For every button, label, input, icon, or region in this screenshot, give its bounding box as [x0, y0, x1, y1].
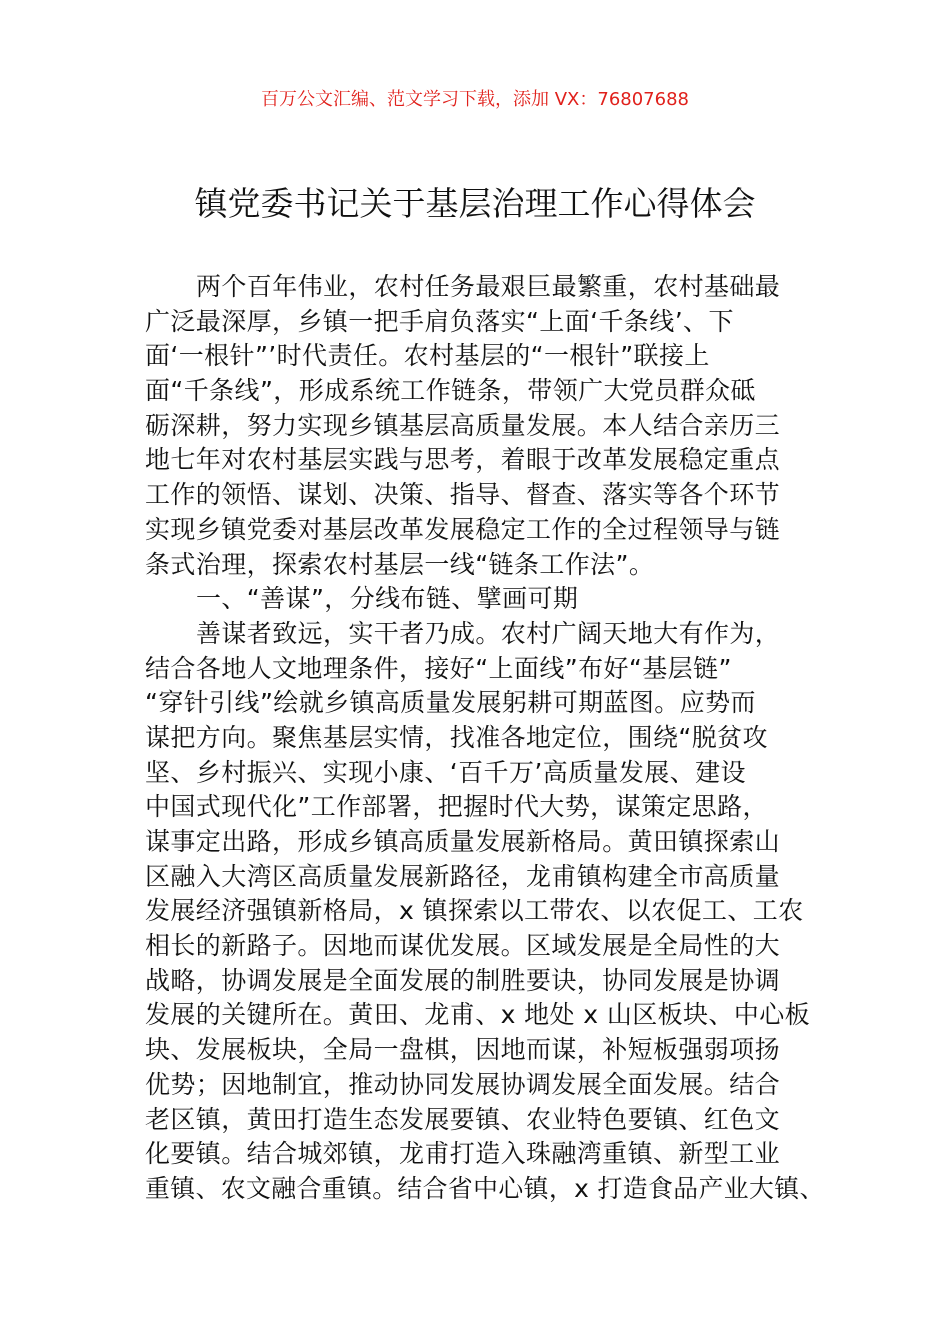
text-line: 面“千条线”，形成系统工作链条，带领广大党员群众砥: [145, 376, 756, 406]
section-heading: 一、“善谋”，分线布链、擘画可期: [196, 584, 579, 614]
document-title: 镇党委书记关于基层治理工作心得体会: [194, 184, 756, 223]
text-line: 谋事定出路，形成乡镇高质量发展新格局。黄田镇探索山: [145, 827, 781, 856]
watermark-banner: 百万公文汇编、范文学习下载，添加 VX：76807688: [261, 89, 689, 110]
text-line: 善谋者致远，实干者乃成。农村广阔天地大有作为，: [196, 618, 781, 648]
text-line: 相长的新路子。因地而谋优发展。区域发展是全局性的大: [145, 931, 781, 961]
text-line: 区融入大湾区高质量发展新路径，龙甫镇构建全市高质量: [145, 861, 781, 891]
text-line: 工作的领悟、谋划、决策、指导、督查、落实等各个环节: [145, 480, 781, 510]
text-line: 实现乡镇党委对基层改革发展稳定工作的全过程领导与链: [145, 514, 781, 544]
text-line: 优势；因地制宜，推动协同发展协调发展全面发展。结合: [145, 1069, 781, 1099]
text-line: 两个百年伟业，农村任务最艰巨最繁重，农村基础最: [196, 272, 781, 301]
text-line: 老区镇，黄田打造生态发展要镇、农业特色要镇、红色文: [145, 1104, 781, 1134]
text-line: 发展经济强镇新格局，x 镇探索以工带农、以农促工、工农: [145, 896, 804, 926]
text-line: 重镇、农文融合重镇。结合省中心镇，x 打造食品产业大镇、: [145, 1173, 825, 1203]
text-line: 化要镇。结合城郊镇，龙甫打造入珠融湾重镇、新型工业: [145, 1139, 781, 1169]
text-line: 结合各地人文地理条件，接好“上面线”布好“基层链”: [145, 653, 732, 683]
text-line: 谋把方向。聚焦基层实情，找准各地定位，围绕“脱贫攻: [145, 722, 768, 752]
text-line: 砺深耕，努力实现乡镇基层高质量发展。本人结合亲历三: [145, 410, 781, 440]
text-line: 块、发展板块，全局一盘棋，因地而谋，补短板强弱项扬: [145, 1035, 781, 1065]
text-line: 面‘一根针”’时代责任。农村基层的“一根针”联接上: [145, 341, 710, 371]
text-line: 中国式现代化”工作部署，把握时代大势，谋策定思路，: [145, 792, 768, 822]
text-line: 坚、乡村振兴、实现小康、‘百千万’高质量发展、建设: [145, 757, 746, 787]
text-line: 地七年对农村基层实践与思考，着眼于改革发展稳定重点: [145, 445, 781, 475]
text-line: “穿针引线”绘就乡镇高质量发展躬耕可期蓝图。应势而: [145, 688, 756, 718]
text-line: 战略，协调发展是全面发展的制胜要诀，协同发展是协调: [145, 965, 781, 995]
text-line: 发展的关键所在。黄田、龙甫、x 地处 x 山区板块、中心板: [145, 1000, 811, 1030]
document-body: [145, 270, 825, 1207]
text-line: 广泛最深厚，乡镇一把手肩负落实“上面‘千条线’、下: [145, 306, 734, 336]
text-line: 条式治理，探索农村基层一线“链条工作法”。: [145, 549, 655, 579]
